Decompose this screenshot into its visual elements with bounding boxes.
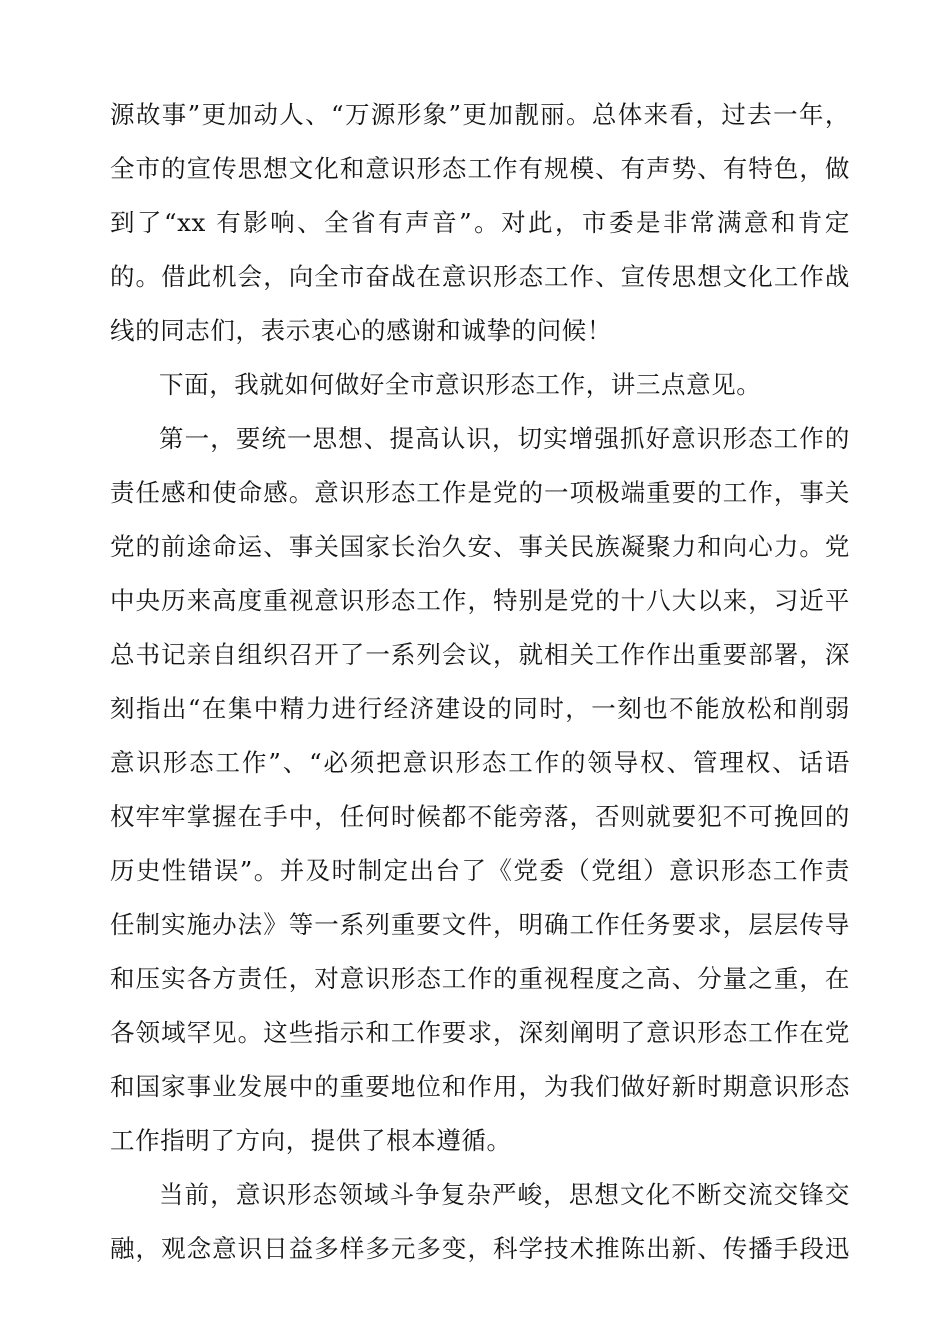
text-line: 党的前途命运、事关国家长治久安、事关民族凝聚力和向心力。党 (110, 532, 850, 561)
text-line: 各领域罕见。这些指示和工作要求，深刻阐明了意识形态工作在党 (110, 1018, 850, 1047)
text-line: 意识形态工作”、“必须把意识形态工作的领导权、管理权、话语 (110, 748, 850, 777)
text-line: 总书记亲自组织召开了一系列会议，就相关工作作出重要部署，深 (110, 640, 850, 669)
text-line: 和压实各方责任，对意识形态工作的重视程度之高、分量之重，在 (110, 964, 850, 993)
text-line: 任制实施办法》等一系列重要文件，明确工作任务要求，层层传导 (110, 910, 850, 939)
text-line: 融，观念意识日益多样多元多变，科学技术推陈出新、传播手段迅 (110, 1234, 850, 1263)
paragraph-4 (110, 1168, 850, 1276)
text-line: 中央历来高度重视意识形态工作，特别是党的十八大以来，习近平 (110, 586, 850, 615)
text-line: 当前，意识形态领域斗争复杂严峻，思想文化不断交流交锋交 (159, 1180, 850, 1209)
text-line: 全市的宣传思想文化和意识形态工作有规模、有声势、有特色，做 (110, 154, 850, 183)
text-line: 的。借此机会，向全市奋战在意识形态工作、宣传思想文化工作战 (110, 262, 850, 291)
paragraph-2 (110, 358, 850, 412)
text-line: 线的同志们，表示衷心的感谢和诚挚的问候！ (110, 316, 612, 345)
text-line: 和国家事业发展中的重要地位和作用，为我们做好新时期意识形态 (110, 1072, 850, 1101)
paragraph-3 (110, 412, 850, 1168)
text-line: 刻指出“在集中精力进行经济建设的同时，一刻也不能放松和削弱 (110, 694, 851, 723)
document-body (110, 88, 850, 1276)
text-line: 到了“xx 有影响、全省有声音”。对此，市委是非常满意和肯定 (110, 208, 850, 237)
text-line: 下面，我就如何做好全市意识形态工作，讲三点意见。 (159, 370, 762, 399)
text-line: 责任感和使命感。意识形态工作是党的一项极端重要的工作，事关 (110, 478, 850, 507)
text-line: 第一，要统一思想、提高认识，切实增强抓好意识形态工作的 (159, 424, 850, 453)
text-line: 历史性错误”。并及时制定出台了《党委（党组）意识形态工作责 (110, 856, 850, 885)
text-line: 工作指明了方向，提供了根本遵循。 (110, 1126, 512, 1155)
text-line: 权牢牢掌握在手中，任何时候都不能旁落，否则就要犯不可挽回的 (110, 802, 850, 831)
paragraph-1 (110, 88, 850, 358)
text-line: 源故事”更加动人、“万源形象”更加靓丽。总体来看，过去一年， (110, 100, 850, 129)
